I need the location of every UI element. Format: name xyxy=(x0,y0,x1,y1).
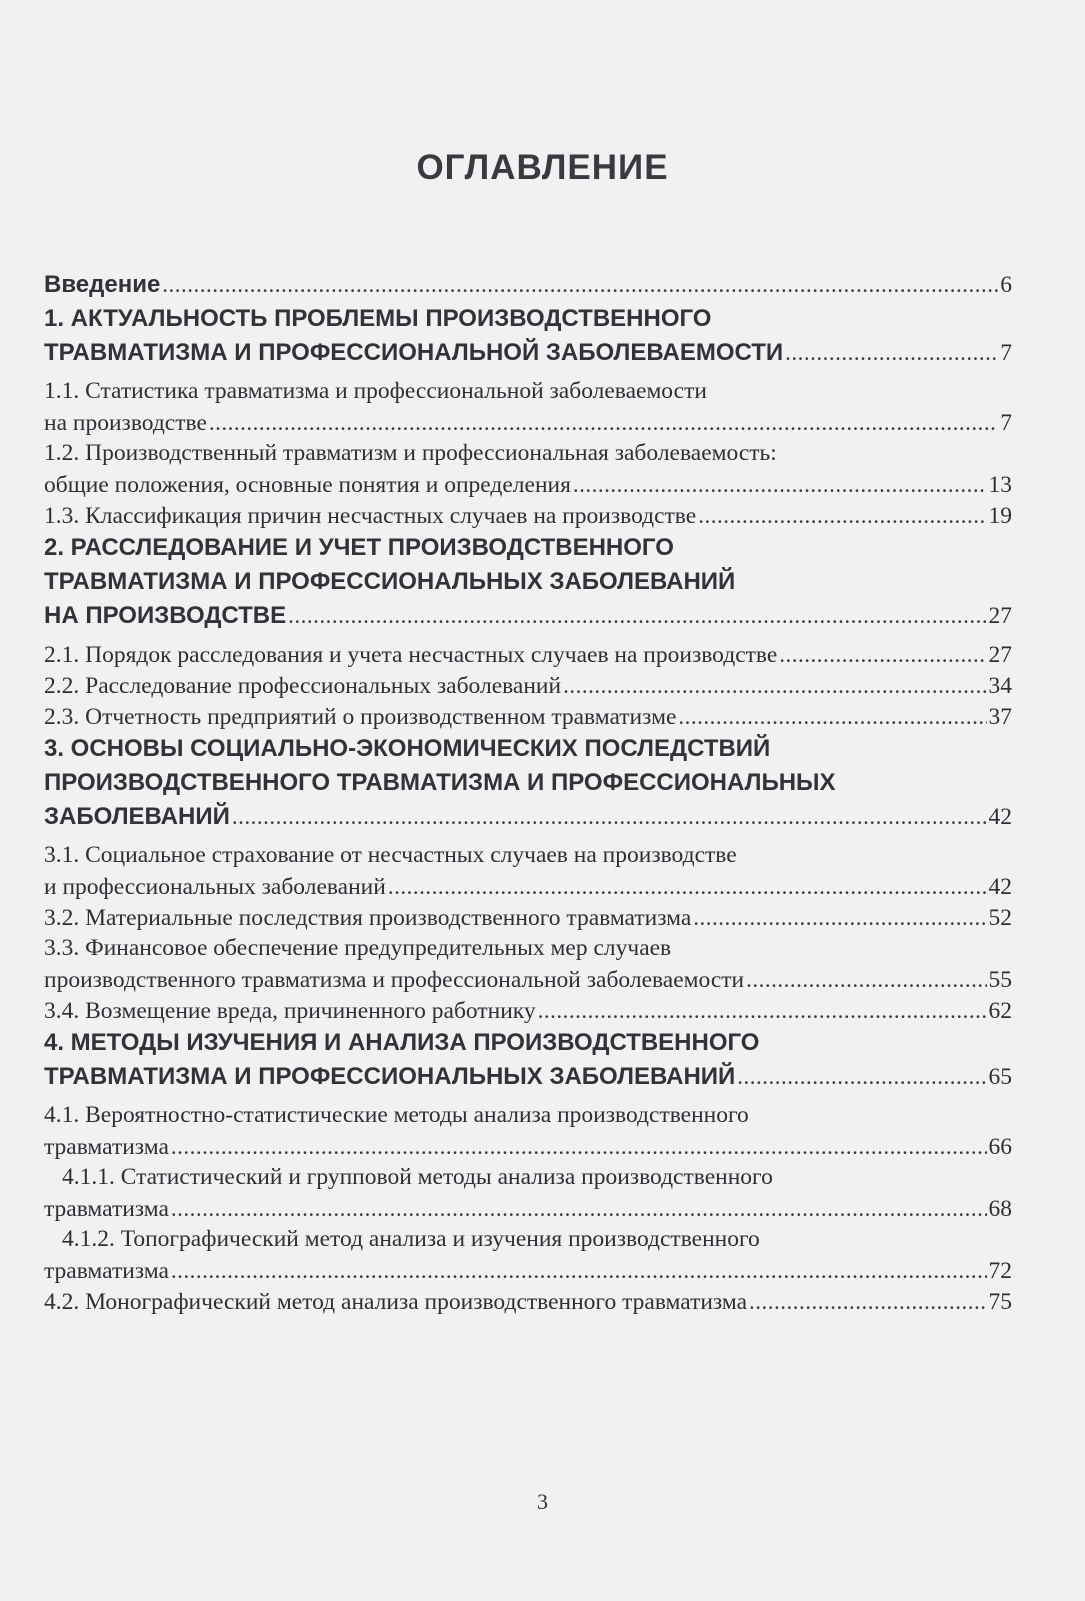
toc-entry-2-1[interactable] xyxy=(44,639,1012,670)
toc-page-number: 6 xyxy=(1000,272,1012,298)
toc-section-3[interactable] xyxy=(44,732,1012,834)
toc-section-heading-text: ТРАВМАТИЗМА И ПРОФЕССИОНАЛЬНЫХ ЗАБОЛЕВАНИЙ xyxy=(44,1063,736,1090)
toc-entry-1-3[interactable] xyxy=(44,500,1012,531)
toc-page-number: 55 xyxy=(988,967,1012,993)
toc-page-number: 7 xyxy=(1000,410,1012,436)
toc-entry-4-1-2[interactable] xyxy=(44,1224,1012,1286)
dot-leader xyxy=(563,670,986,702)
toc-entry-text: Введение xyxy=(44,271,161,298)
toc-page-number: 34 xyxy=(988,673,1012,699)
toc-entry-line xyxy=(44,1193,1012,1224)
toc-section-heading-line xyxy=(44,1060,1012,1094)
toc-section-heading-line: 1. АКТУАЛЬНОСТЬ ПРОБЛЕМЫ ПРОИЗВОДСТВЕННОГО xyxy=(44,305,712,332)
dot-leader xyxy=(749,1286,986,1318)
toc-page-number: 65 xyxy=(988,1064,1012,1090)
toc-page-number: 7 xyxy=(1000,340,1012,366)
toc-entry-line: 1.2. Производственный травматизм и профессиональная заболеваемость: xyxy=(44,440,777,466)
toc-entry-2-2[interactable] xyxy=(44,670,1012,701)
toc-section-heading-text: НА ПРОИЗВОДСТВЕ xyxy=(44,602,287,629)
toc-page-number: 27 xyxy=(988,603,1012,629)
toc-section-2[interactable] xyxy=(44,531,1012,633)
toc-page-number: 13 xyxy=(988,472,1012,498)
toc-section-heading-line xyxy=(44,336,1012,370)
toc-section-heading-text: ТРАВМАТИЗМА И ПРОФЕССИОНАЛЬНОЙ ЗАБОЛЕВАЕМОСТИ xyxy=(44,339,784,366)
toc-entry-intro[interactable] xyxy=(44,268,1012,302)
toc-entry-text: производственного травматизма и профессиональной заболеваемости xyxy=(44,967,745,993)
toc-section-heading-line: 3. ОСНОВЫ СОЦИАЛЬНО-ЭКОНОМИЧЕСКИХ ПОСЛЕДСТВИЙ xyxy=(44,735,771,762)
dot-leader xyxy=(779,639,986,671)
dot-leader xyxy=(678,701,986,733)
toc-entry-text: 3.4. Возмещение вреда, причиненного работнику xyxy=(44,998,536,1024)
dot-leader xyxy=(693,902,986,934)
dot-leader xyxy=(288,599,986,633)
toc-entry-line xyxy=(44,1255,1012,1286)
toc-entry-line: 3.1. Социальное страхование от несчастных случаев на производстве xyxy=(44,842,737,868)
toc-page-number: 52 xyxy=(988,905,1012,931)
toc-entry-text: 2.1. Порядок расследования и учета несчастных случаев на производстве xyxy=(44,642,778,668)
toc-page-number: 37 xyxy=(988,704,1012,730)
toc-section-heading-line: 2. РАССЛЕДОВАНИЕ И УЧЕТ ПРОИЗВОДСТВЕННОГО xyxy=(44,534,674,561)
toc-section-heading-line xyxy=(44,599,1012,633)
toc-entry-line: 4.1. Вероятностно-статистические методы анализа производственного xyxy=(44,1102,749,1128)
toc-entry-3-4[interactable] xyxy=(44,995,1012,1026)
toc-section-heading-text: ЗАБОЛЕВАНИЙ xyxy=(44,803,230,830)
toc-page-number: 75 xyxy=(988,1289,1012,1315)
toc-entry-3-3[interactable] xyxy=(44,933,1012,995)
toc-section-heading-line: ТРАВМАТИЗМА И ПРОФЕССИОНАЛЬНЫХ ЗАБОЛЕВАНИЙ xyxy=(44,568,736,595)
toc-page-number: 19 xyxy=(988,503,1012,529)
toc-section-heading-line xyxy=(44,800,1012,834)
toc-entry-text: травматизма xyxy=(44,1258,169,1284)
toc-entry-text: и профессиональных заболеваний xyxy=(44,874,386,900)
toc-entry-line xyxy=(44,964,1012,995)
toc-page-number: 72 xyxy=(988,1258,1012,1284)
toc-entry-3-2[interactable] xyxy=(44,902,1012,933)
dot-leader xyxy=(746,964,986,996)
toc-section-heading-line: ПРОИЗВОДСТВЕННОГО ТРАВМАТИЗМА И ПРОФЕССИОНАЛЬНЫХ xyxy=(44,769,836,796)
table-of-contents xyxy=(44,268,1012,1317)
dot-leader xyxy=(573,469,987,501)
toc-page-number: 68 xyxy=(988,1196,1012,1222)
toc-entry-text: 3.2. Материальные последствия производственного травматизма xyxy=(44,905,692,931)
dot-leader xyxy=(698,500,986,532)
toc-entry-line: 4.1.2. Топографический метод анализа и изучения производственного xyxy=(62,1226,760,1252)
toc-entry-1-2[interactable] xyxy=(44,438,1012,500)
toc-entry-text: общие положения, основные понятия и определения xyxy=(44,472,571,498)
dot-leader xyxy=(171,1193,987,1225)
toc-entry-text: 2.2. Расследование профессиональных заболеваний xyxy=(44,673,562,699)
dot-leader xyxy=(737,1060,986,1094)
toc-section-heading-line: 4. МЕТОДЫ ИЗУЧЕНИЯ И АНАЛИЗА ПРОИЗВОДСТВЕННОГО xyxy=(44,1029,760,1056)
dot-leader xyxy=(171,1131,987,1163)
dot-leader xyxy=(388,871,987,903)
toc-entry-text: на производстве xyxy=(44,410,207,436)
page-title: ОГЛАВЛЕНИЕ xyxy=(416,148,669,187)
toc-entry-3-1[interactable] xyxy=(44,840,1012,902)
dot-leader xyxy=(538,995,987,1027)
toc-section-4[interactable] xyxy=(44,1026,1012,1094)
toc-entry-text: травматизма xyxy=(44,1134,169,1160)
dot-leader xyxy=(162,268,998,302)
toc-entry-line: 1.1. Статистика травматизма и профессиональной заболеваемости xyxy=(44,378,707,404)
toc-entry-line xyxy=(44,871,1012,902)
dot-leader xyxy=(232,800,987,834)
toc-page-number: 42 xyxy=(988,804,1012,830)
dot-leader xyxy=(171,1255,987,1287)
toc-entry-4-1-1[interactable] xyxy=(44,1162,1012,1224)
toc-entry-1-1[interactable] xyxy=(44,376,1012,438)
dot-leader xyxy=(785,336,998,370)
toc-entry-4-2[interactable] xyxy=(44,1286,1012,1317)
toc-page-number: 62 xyxy=(988,998,1012,1024)
toc-entry-text: 4.2. Монографический метод анализа производственного травматизма xyxy=(44,1289,748,1315)
toc-entry-text: 1.3. Классификация причин несчастных случаев на производстве xyxy=(44,503,697,529)
toc-entry-line xyxy=(44,1131,1012,1162)
toc-entry-text: 2.3. Отчетность предприятий о производственном травматизме xyxy=(44,704,677,730)
toc-entry-line: 3.3. Финансовое обеспечение предупредительных мер случаев xyxy=(44,935,672,961)
toc-page-number: 27 xyxy=(988,642,1012,668)
toc-entry-line: 4.1.1. Статистический и групповой методы анализа производственного xyxy=(62,1164,773,1190)
page-number: 3 xyxy=(537,1489,548,1514)
dot-leader xyxy=(209,407,998,439)
toc-entry-2-3[interactable] xyxy=(44,701,1012,732)
toc-page-number: 42 xyxy=(988,874,1012,900)
toc-entry-4-1[interactable] xyxy=(44,1100,1012,1162)
toc-entry-line xyxy=(44,469,1012,500)
toc-entry-line xyxy=(44,407,1012,438)
toc-section-1[interactable] xyxy=(44,302,1012,370)
toc-page-number: 66 xyxy=(988,1134,1012,1160)
toc-entry-text: травматизма xyxy=(44,1196,169,1222)
